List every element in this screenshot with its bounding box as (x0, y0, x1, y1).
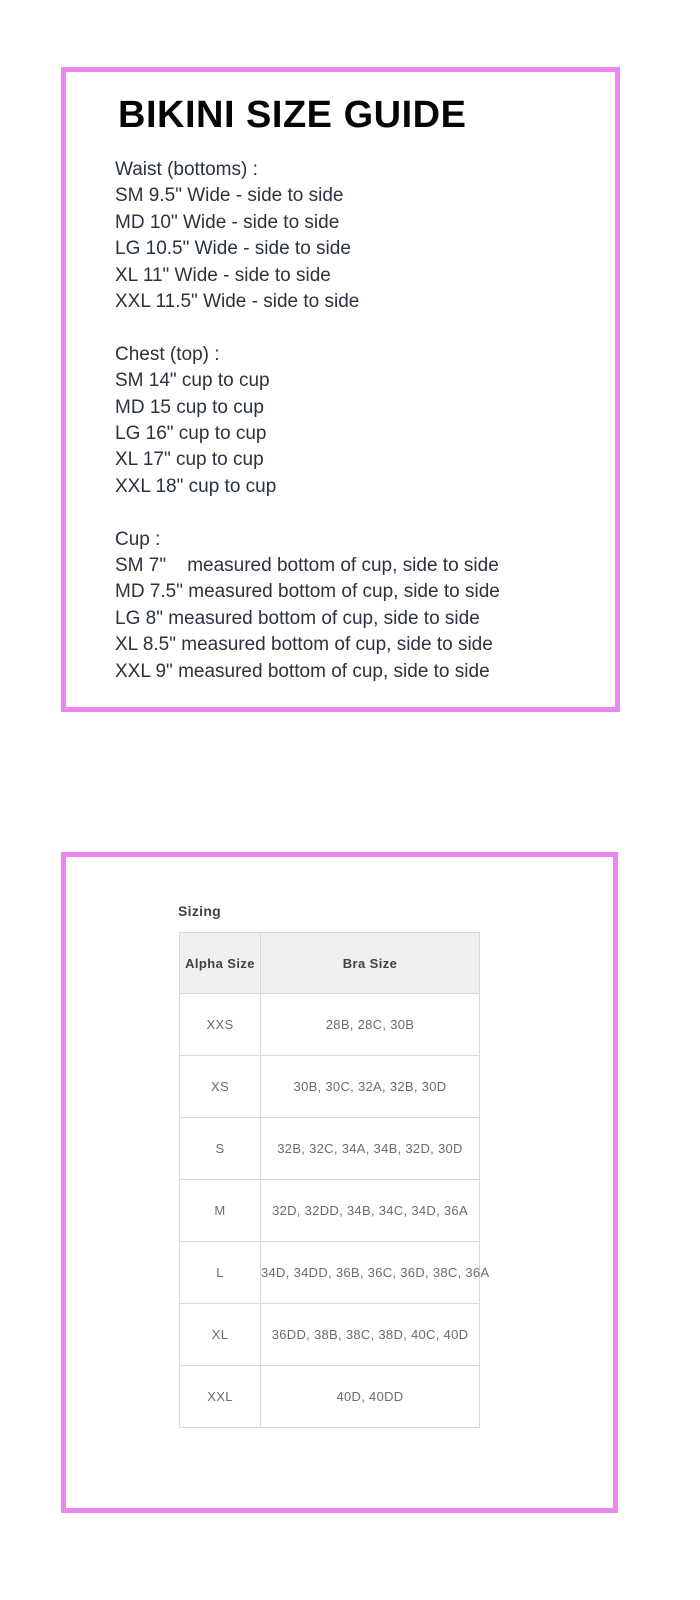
bra-size-cell: 40D, 40DD (261, 1366, 480, 1428)
size-line: XL 11" Wide - side to side (115, 264, 331, 286)
size-line: MD 15 cup to cup (115, 396, 264, 418)
alpha-size-cell: M (180, 1180, 261, 1242)
alpha-size-cell: S (180, 1118, 261, 1180)
table-row (180, 1180, 480, 1242)
alpha-size-cell: L (180, 1242, 261, 1304)
size-line: MD 7.5" measured bottom of cup, side to side (115, 581, 500, 603)
table-row (180, 994, 480, 1056)
cup-section (115, 527, 615, 685)
bra-size-cell: 36DD, 38B, 38C, 38D, 40C, 40D (261, 1304, 480, 1366)
chest-section-heading: Chest (top) : (115, 343, 220, 365)
table-row (180, 1366, 480, 1428)
size-line: LG 8" measured bottom of cup, side to side (115, 607, 480, 629)
size-line: XXL 9" measured bottom of cup, side to side (115, 660, 490, 682)
bra-size-cell: 30B, 30C, 32A, 32B, 30D (261, 1056, 480, 1118)
size-line: SM 9.5" Wide - side to side (115, 185, 344, 207)
bra-size-column-header: Bra Size (261, 933, 480, 994)
alpha-size-column-header: Alpha Size (180, 933, 261, 994)
table-row (180, 1118, 480, 1180)
sizing-panel (61, 852, 618, 1513)
alpha-size-cell: XXL (180, 1366, 261, 1428)
size-line: XL 17" cup to cup (115, 449, 264, 471)
bikini-size-guide-panel (61, 67, 620, 712)
bra-size-cell: 32D, 32DD, 34B, 34C, 34D, 36A (261, 1180, 480, 1242)
table-header-row (180, 933, 480, 994)
size-line: XXL 11.5" Wide - side to side (115, 291, 360, 313)
bra-size-cell: 32B, 32C, 34A, 34B, 32D, 30D (261, 1118, 480, 1180)
bra-size-cell: 34D, 34DD, 36B, 36C, 36D, 38C, 36A (261, 1242, 480, 1304)
waist-section (115, 157, 615, 315)
size-line: MD 10" Wide - side to side (115, 211, 340, 233)
alpha-size-cell: XL (180, 1304, 261, 1366)
size-line: XL 8.5" measured bottom of cup, side to side (115, 634, 493, 656)
size-line: XXL 18" cup to cup (115, 475, 277, 497)
size-line: LG 10.5" Wide - side to side (115, 238, 351, 260)
table-row (180, 1056, 480, 1118)
cup-section-heading: Cup : (115, 528, 161, 550)
size-line: SM 7" measured bottom of cup, side to side (115, 555, 499, 577)
alpha-size-cell: XS (180, 1056, 261, 1118)
chest-section (115, 342, 615, 500)
sizing-table (179, 932, 490, 1428)
bra-size-cell: 28B, 28C, 30B (261, 994, 480, 1056)
guide-title: BIKINI SIZE GUIDE (118, 94, 467, 136)
table-row (180, 1242, 480, 1304)
guide-body (115, 157, 615, 711)
size-line: LG 16" cup to cup (115, 423, 267, 445)
size-line: SM 14" cup to cup (115, 370, 270, 392)
sizing-heading: Sizing (178, 903, 222, 919)
table-row (180, 1304, 480, 1366)
waist-section-heading: Waist (bottoms) : (115, 159, 258, 180)
alpha-size-cell: XXS (180, 994, 261, 1056)
